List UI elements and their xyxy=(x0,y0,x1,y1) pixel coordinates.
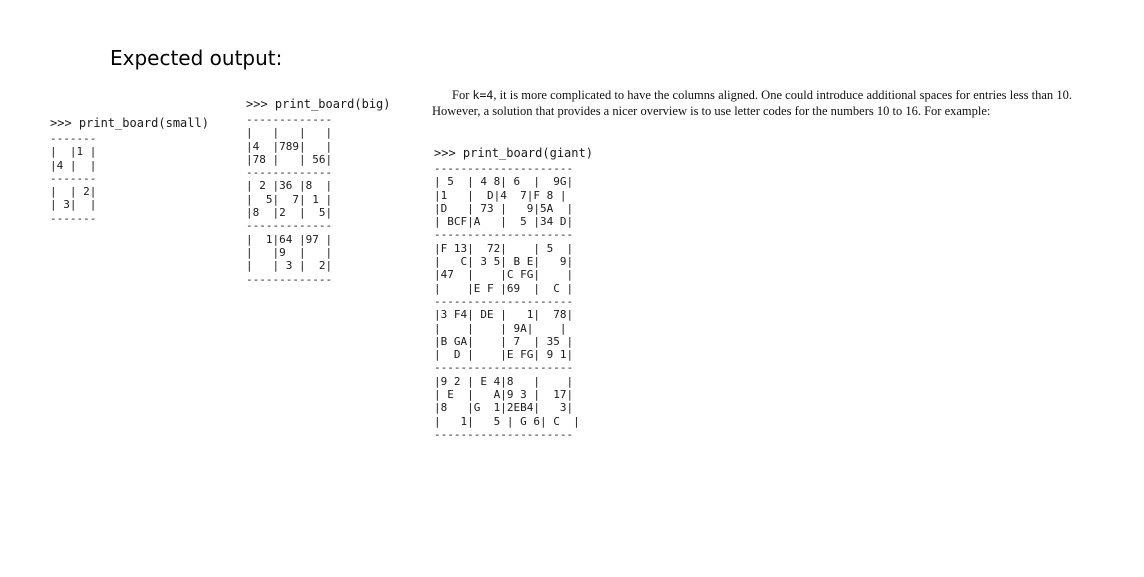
big-board-line: | 5| 7| 1 | xyxy=(246,192,333,206)
giant-board-line: |3 F4| DE | 1| 78| xyxy=(434,308,574,322)
giant-board-line: --------------------- xyxy=(434,427,574,441)
giant-board-line: |9 2 | E 4|8 | | xyxy=(434,374,574,388)
giant-board-line: --------------------- xyxy=(434,294,574,308)
giant-board-line: | 5 | 4 8| 6 | 9G| xyxy=(434,175,574,189)
big-board-line: | |9 | | xyxy=(246,245,333,259)
paragraph-text-end: , it is more complicated to have the columns aligned. One could introduce additional spaces for entries less than 10. However, a solution that provides a nicer overview is to use letter codes for the numbers 10 to 16. For example: xyxy=(432,88,1072,118)
giant-board-line: --------------------- xyxy=(434,162,574,175)
big-board-prompt: >>> print_board(big) xyxy=(246,97,391,111)
expected-output-heading: Expected output: xyxy=(110,46,283,70)
big-board-line: ------------- xyxy=(246,166,333,180)
big-board-line: | | | | xyxy=(246,126,333,140)
explanation-paragraph xyxy=(432,87,1072,119)
big-board-line: |4 |789| | xyxy=(246,139,333,153)
giant-board-line: --------------------- xyxy=(434,361,574,375)
giant-board-line: | |E F |69 | C | xyxy=(434,281,574,295)
giant-board-line: |F 13| 72| | 5 | xyxy=(434,241,574,255)
giant-board-line: --------------------- xyxy=(434,228,574,242)
big-board-line: |8 |2 | 5| xyxy=(246,206,333,220)
giant-board-line: |47 | |C FG| | xyxy=(434,268,574,282)
big-board-line: ------------- xyxy=(246,113,333,126)
small-board-line: |4 | | xyxy=(50,158,97,172)
small-board-output xyxy=(50,115,209,225)
inline-code-k: k=4 xyxy=(472,88,494,102)
giant-board-line: |D | 73 | 9|5A | xyxy=(434,201,574,215)
giant-board-line: |B GA| | 7 | 35 | xyxy=(434,334,574,348)
small-board-line: ------- xyxy=(50,171,97,185)
big-board-line: ------------- xyxy=(246,219,333,233)
giant-board-line: | 1| 5 | G 6| C | xyxy=(434,414,580,428)
small-board-prompt: >>> print_board(small) xyxy=(50,116,209,130)
small-board-line: ------- xyxy=(50,211,97,225)
giant-board-line: | D | |E FG| 9 1| xyxy=(434,348,574,362)
giant-board-line: | E | A|9 3 | 17| xyxy=(434,388,574,402)
giant-board-output xyxy=(434,145,593,441)
big-board-line: ------------- xyxy=(246,272,333,286)
big-board-line: | 1|64 |97 | xyxy=(246,232,333,246)
small-board-line: ------- xyxy=(50,132,97,145)
giant-board-line: |8 |G 1|2EB4| 3| xyxy=(434,401,574,415)
giant-board-line: | | | 9A| | xyxy=(434,321,567,335)
big-board-output xyxy=(246,96,391,286)
small-board-line: | |1 | xyxy=(50,145,97,159)
big-board-line: | 2 |36 |8 | xyxy=(246,179,333,193)
giant-board-line: | C| 3 5| B E| 9| xyxy=(434,255,574,269)
small-board-line: | 3| | xyxy=(50,198,97,212)
giant-board-line: | BCF|A | 5 |34 D| xyxy=(434,215,574,229)
paragraph-text-start: For xyxy=(452,88,473,102)
giant-board-prompt: >>> print_board(giant) xyxy=(434,146,593,160)
big-board-line: | | 3 | 2| xyxy=(246,259,333,273)
big-board-line: |78 | | 56| xyxy=(246,152,333,166)
small-board-line: | | 2| xyxy=(50,185,97,199)
giant-board-line: |1 | D|4 7|F 8 | xyxy=(434,188,567,202)
